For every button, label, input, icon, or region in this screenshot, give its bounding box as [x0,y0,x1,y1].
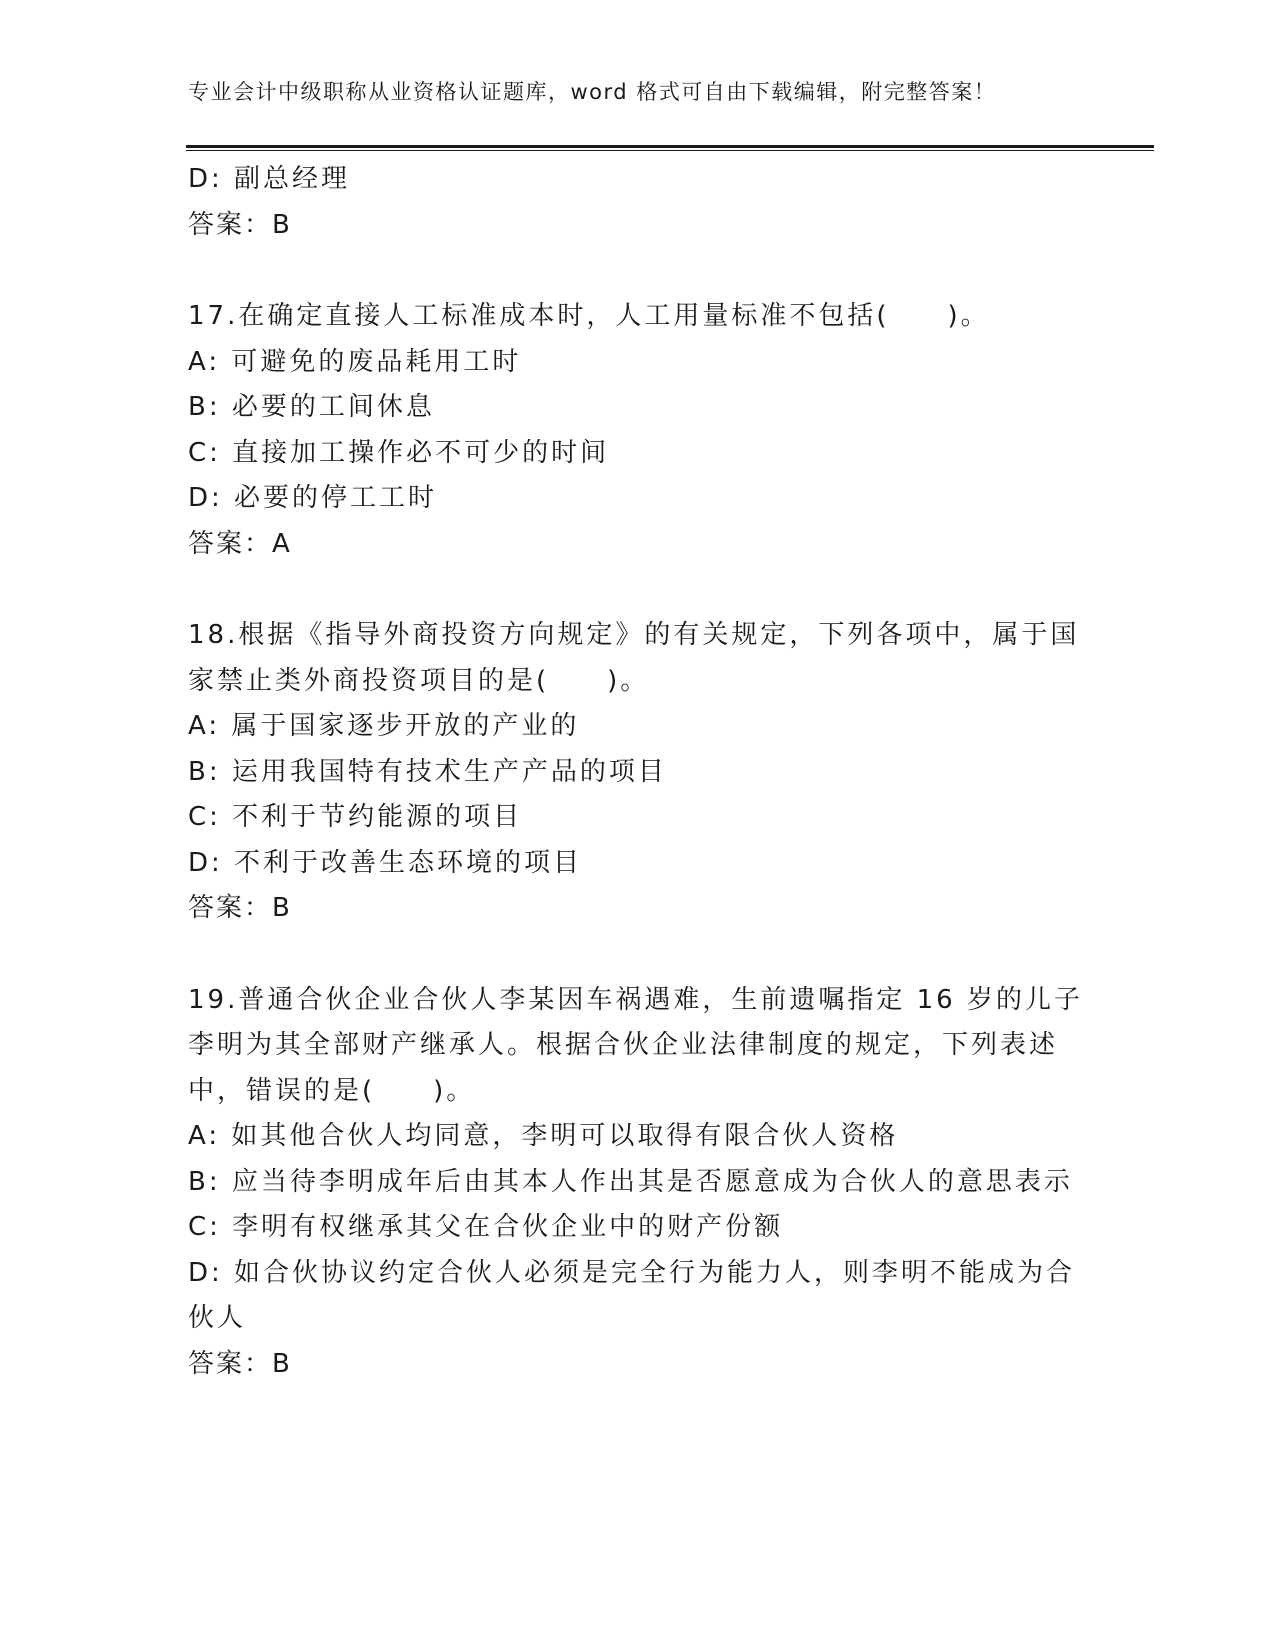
question-stem-line-1: 18.根据《指导外商投资方向规定》的有关规定，下列各项中，属于国 [188,620,1080,650]
header-rule-thick [186,145,1154,148]
option-d-line-2: 伙人 [188,1303,247,1333]
question-stem-line-1: 19.普通合伙企业合伙人李某因车祸遇难，生前遗嘱指定 16 岁的儿子 [188,984,1083,1015]
answer: 答案：B [188,893,292,923]
question-stem-line-2: 李明为其全部财产继承人。根据合伙企业法律制度的规定，下列表述 [188,1030,1059,1060]
spacer [188,248,1088,294]
option-a: A: 属于国家逐步开放的产业的 [188,711,580,741]
question-stem-line-3: 中，错误的是( )。 [188,1075,476,1106]
header-rule-thin [186,150,1154,151]
option-c: C: 李明有权继承其父在合伙企业中的财产份额 [188,1212,784,1242]
prev-question-tail [188,157,1088,248]
question-content [188,157,1088,1387]
spacer [188,932,1088,978]
option-a: A: 如其他合伙人均同意，李明可以取得有限合伙人资格 [188,1121,899,1151]
option-c: C: 直接加工操作必不可少的时间 [188,437,610,468]
option-d: D: 必要的停工工时 [188,483,438,513]
question-19 [188,978,1088,1388]
option-b: B: 必要的工间休息 [188,392,435,422]
answer: 答案：B [188,209,292,240]
answer: 答案：B [188,1348,292,1379]
option-b: B: 运用我国特有技术生产产品的项目 [188,756,667,787]
page-header: 专业会计中级职称从业资格认证题库，word 格式可自由下载编辑，附完整答案！ [188,80,997,104]
answer: 答案：A [188,528,292,559]
option-c: C: 不利于节约能源的项目 [188,802,523,832]
option-b: B: 应当待李明成年后由其本人作出其是否愿意成为合伙人的意思表示 [188,1166,1073,1197]
option-d-line-1: D: 如合伙协议约定合伙人必须是完全行为能力人，则李明不能成为合 [188,1257,1076,1288]
question-stem-line-2: 家禁止类外商投资项目的是( )。 [188,665,650,696]
option-d: D: 副总经理 [188,164,351,194]
question-17 [188,294,1088,567]
option-d: D: 不利于改善生态环境的项目 [188,847,583,878]
option-a: A: 可避免的废品耗用工时 [188,346,522,377]
spacer [188,567,1088,613]
question-18 [188,613,1088,932]
question-stem: 17.在确定直接人工标准成本时，人工用量标准不包括( )。 [188,301,990,331]
